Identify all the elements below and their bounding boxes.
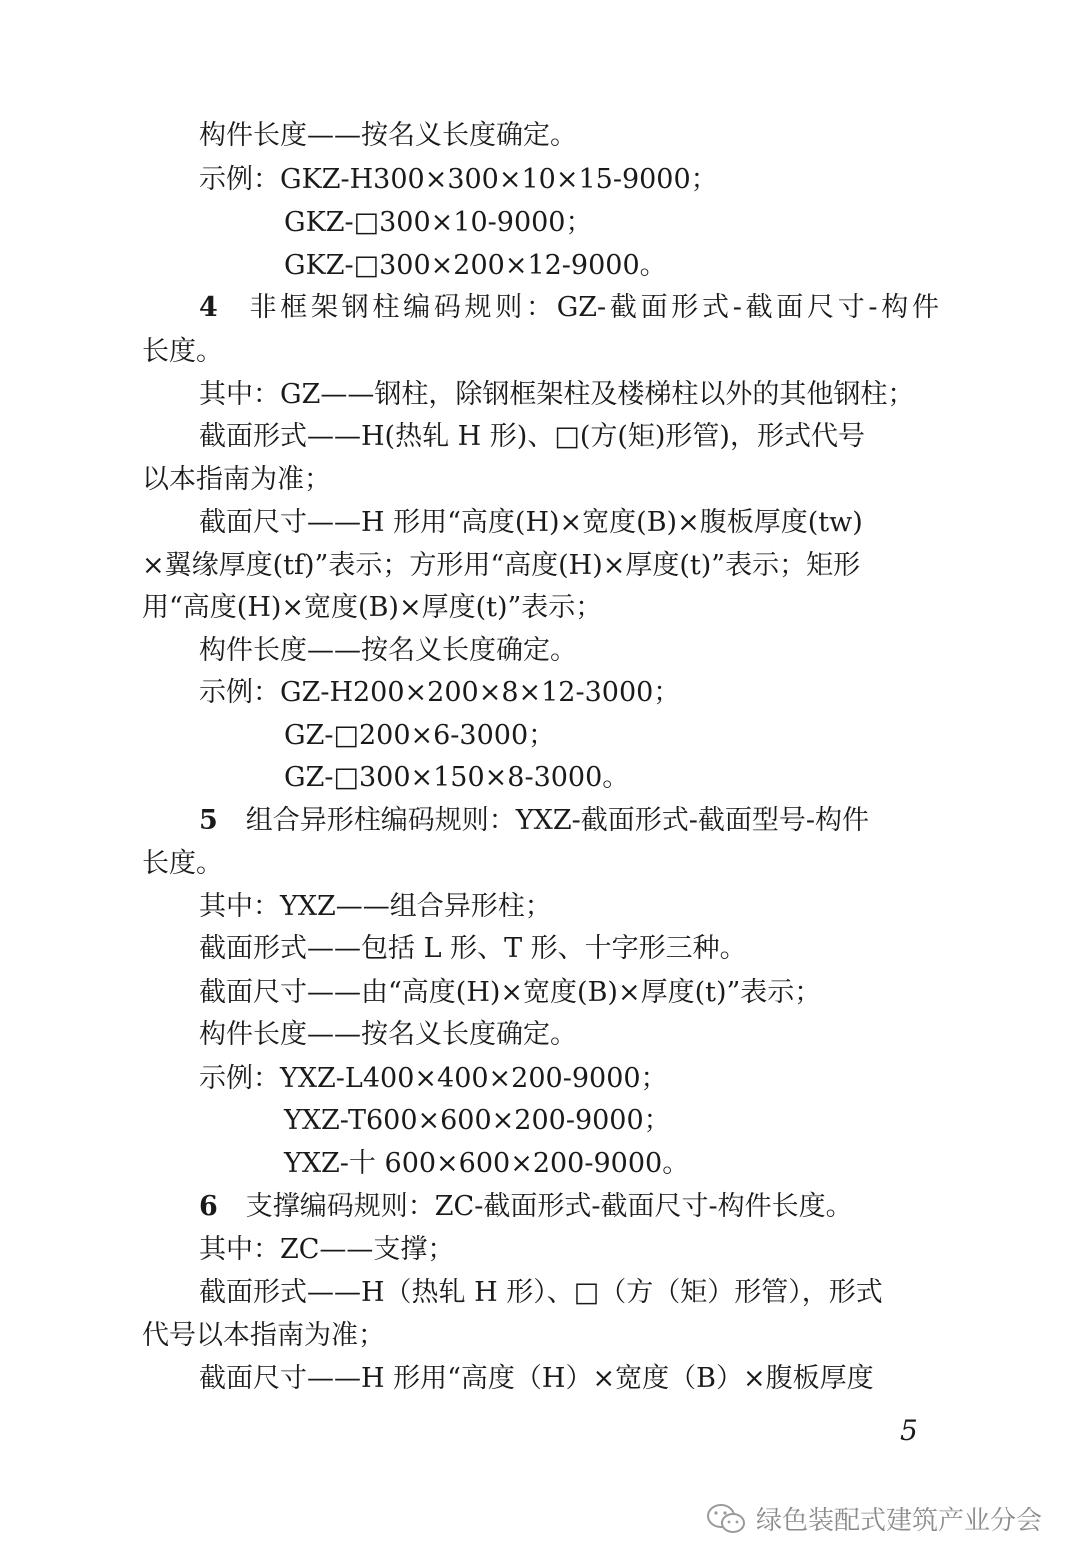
text-line: 以本指南为准；	[142, 464, 331, 495]
section-title: 支撑编码规则：ZC-截面形式-截面尺寸-构件长度。	[245, 1191, 853, 1222]
text-line: GKZ-□300×200×12-9000。	[284, 250, 667, 281]
text-line: 截面尺寸——由“高度(H)×宽度(B)×厚度(t)”表示；	[199, 977, 822, 1008]
text-line: 截面尺寸——H 形用“高度(H)×宽度(B)×腹板厚度(tw)	[199, 507, 863, 538]
text-line: 其中：ZC——支撑；	[199, 1234, 455, 1265]
text-line: 截面形式——包括 L 形、T 形、十字形三种。	[199, 933, 747, 964]
text-line: 长度。	[142, 336, 223, 367]
text-line: 用“高度(H)×宽度(B)×厚度(t)”表示；	[142, 592, 603, 623]
text-line: 其中：GZ——钢柱，除钢框架柱及楼梯柱以外的其他钢柱；	[199, 379, 915, 410]
text-line: 截面形式——H（热轧 H 形）、□（方（矩）形管），形式	[199, 1277, 883, 1308]
text-line: 代号以本指南为准；	[142, 1320, 385, 1351]
text-line: 构件长度——按名义长度确定。	[199, 1019, 577, 1050]
page-number: 5	[900, 1414, 918, 1447]
text-line: 示例：YXZ-L400×400×200-9000；	[199, 1063, 668, 1094]
section-heading-5	[199, 803, 869, 839]
section-title: 组合异形柱编码规则：YXZ-截面形式-截面型号-构件	[245, 805, 869, 836]
section-heading-6	[199, 1189, 853, 1225]
section-heading-4	[199, 290, 939, 326]
text-line: YXZ-T600×600×200-9000；	[284, 1105, 671, 1136]
section-number: 4	[199, 292, 218, 323]
watermark	[706, 1500, 1042, 1537]
text-line: GZ-□200×6-3000；	[284, 720, 556, 751]
text-line: ×翼缘厚度(tf)”表示；方形用“高度(H)×厚度(t)”表示；矩形	[142, 550, 861, 581]
section-number: 6	[199, 1191, 218, 1222]
text-line: 示例：GKZ-H300×300×10×15-9000；	[199, 164, 718, 195]
watermark-text: 绿色装配式建筑产业分会	[756, 1506, 1043, 1536]
text-line: 其中：YXZ——组合异形柱；	[199, 891, 552, 922]
text-line: 截面形式——H(热轧 H 形)、□(方(矩)形管)，形式代号	[199, 421, 865, 452]
text-line: GZ-□300×150×8-3000。	[284, 762, 630, 793]
text-line: 截面尺寸——H 形用“高度（H）×宽度（B）×腹板厚度	[199, 1363, 874, 1394]
text-line: YXZ-十 600×600×200-9000。	[284, 1148, 690, 1179]
text-line: 构件长度——按名义长度确定。	[199, 120, 577, 151]
text-line: 构件长度——按名义长度确定。	[199, 635, 577, 666]
section-number: 5	[199, 805, 218, 836]
text-line: 示例：GZ-H200×200×8×12-3000；	[199, 677, 681, 708]
section-title: 非框架钢柱编码规则：GZ-截面形式-截面尺寸-构件	[245, 292, 939, 323]
text-line: GKZ-□300×10-9000；	[284, 207, 593, 238]
text-line: 长度。	[142, 848, 223, 879]
wechat-icon	[706, 1503, 746, 1535]
